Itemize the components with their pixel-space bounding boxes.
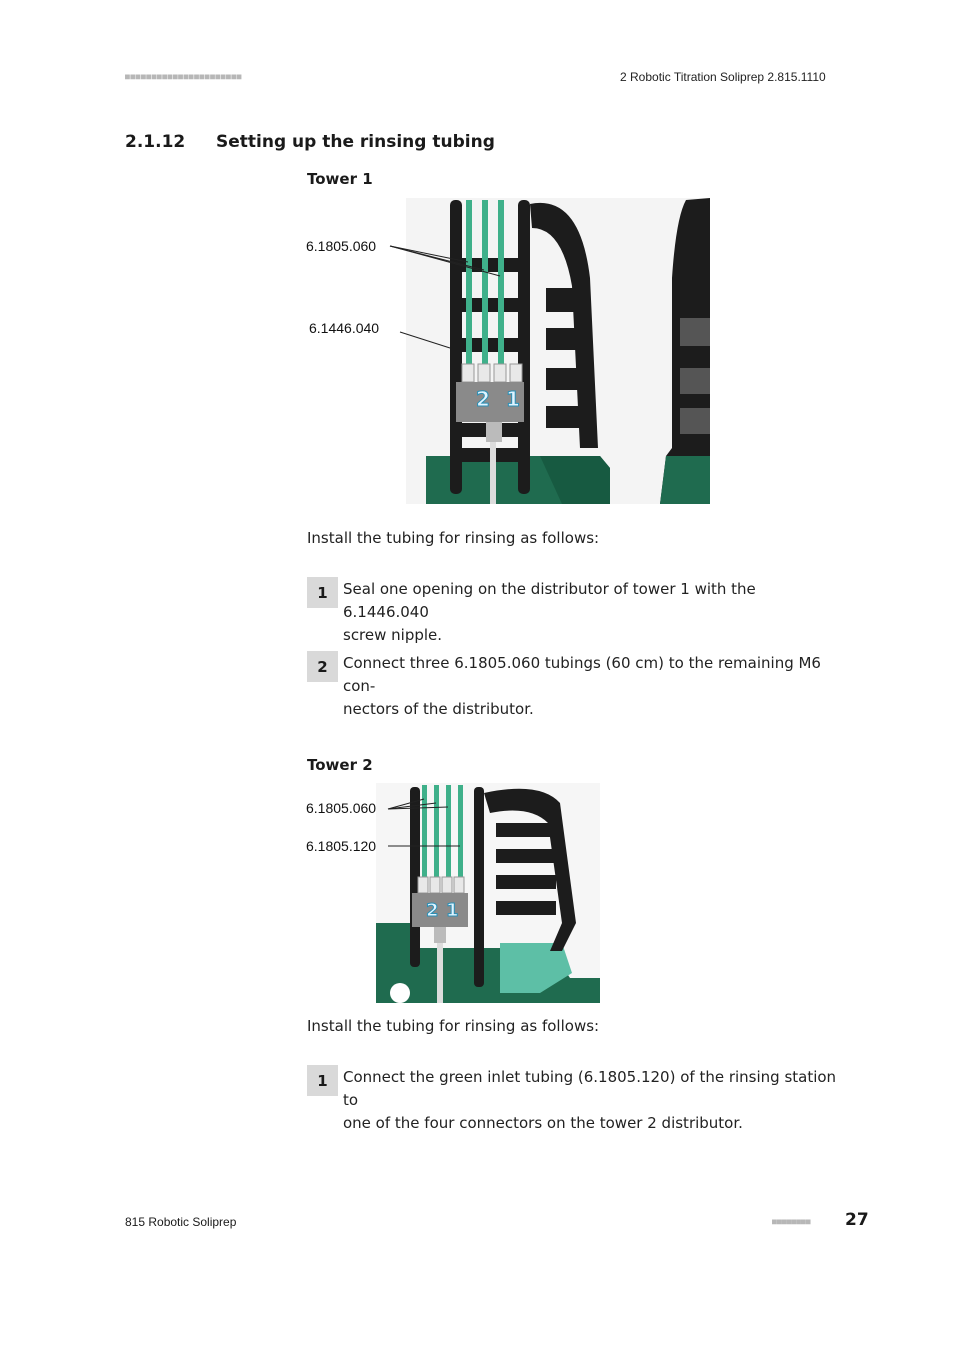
tower1-step-number: 2 <box>307 651 338 682</box>
tower2-intro: Install the tubing for rinsing as follows: <box>307 1017 600 1035</box>
tower1-step-text <box>343 578 843 647</box>
step-line: Seal one opening on the distributor of tower 1 with the 6.1446.040 <box>343 580 756 621</box>
tower1-callout-nipple: 6.1446.040 <box>309 320 380 336</box>
footer-dots: ■■■■■■■■ <box>772 1217 811 1226</box>
header-chapter: 2 Robotic Titration Soliprep 2.815.1110 <box>620 70 826 84</box>
section-number: 2.1.12 <box>125 132 186 152</box>
tower2-step-number: 1 <box>307 1065 338 1096</box>
tower1-step-text <box>343 652 843 721</box>
footer-product: 815 Robotic Soliprep <box>125 1215 237 1229</box>
tower2-figure <box>300 783 600 1003</box>
section-title: Setting up the rinsing tubing <box>216 132 495 152</box>
header-dots: ■■■■■■■■■■■■■■■■■■■■■■ <box>125 72 242 81</box>
step-line: Connect the green inlet tubing (6.1805.120) of the rinsing station to <box>343 1068 837 1109</box>
tower2-callout-inlet: 6.1805.120 <box>306 838 377 854</box>
tower1-intro: Install the tubing for rinsing as follows: <box>307 529 600 547</box>
step-line: Connect three 6.1805.060 tubings (60 cm) to the remaining M6 con- <box>343 654 821 695</box>
tower2-heading: Tower 2 <box>307 756 373 774</box>
page-number: 27 <box>845 1210 869 1230</box>
tower2-label-1: 1 <box>446 900 459 921</box>
tower1-label-1: 1 <box>506 387 520 411</box>
tower1-heading: Tower 1 <box>307 170 373 188</box>
tower1-step-number: 1 <box>307 577 338 608</box>
tower2-step-text <box>343 1066 843 1135</box>
tower1-label-2: 2 <box>476 387 490 411</box>
tower1-callout-tubing: 6.1805.060 <box>306 238 377 254</box>
step-line: nectors of the distributor. <box>343 700 534 718</box>
tower2-label-2: 2 <box>426 900 439 921</box>
step-line: screw nipple. <box>343 626 443 644</box>
tower2-callout-tubing: 6.1805.060 <box>306 800 377 816</box>
step-line: one of the four connectors on the tower 2 distributor. <box>343 1114 743 1132</box>
